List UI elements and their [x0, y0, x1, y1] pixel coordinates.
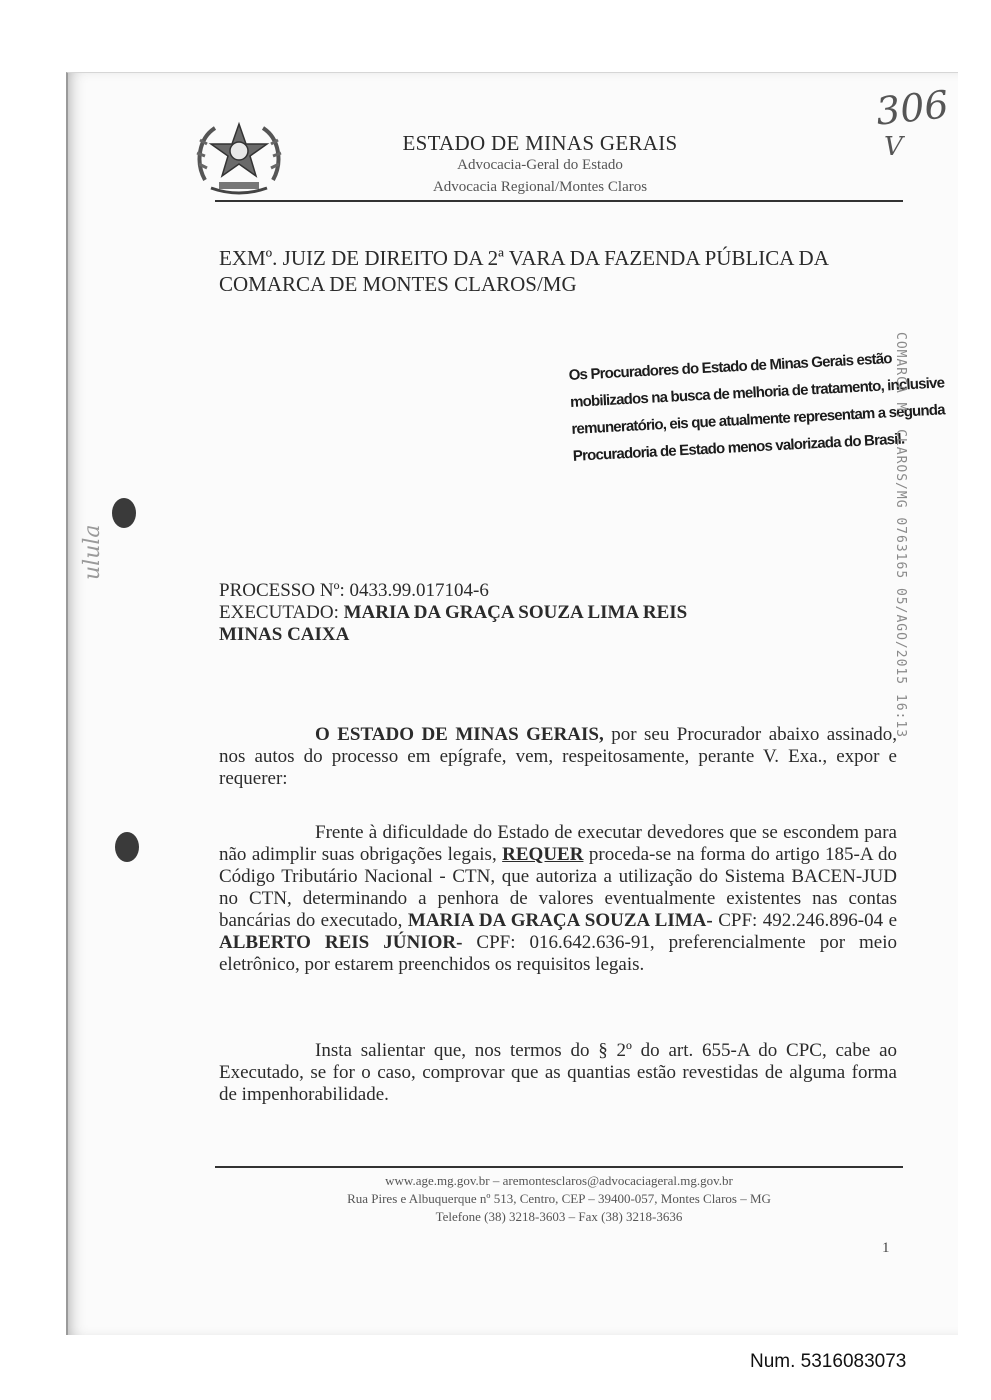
page-number: 1: [882, 1240, 890, 1256]
footer-address: Rua Pires e Albuquerque nº 513, Centro, CEP – 39400-057, Montes Claros – MG: [347, 1191, 771, 1206]
footer-phone: Telefone (38) 3218-3603 – Fax (38) 3218-3636: [435, 1209, 683, 1224]
document-number: Num. 5316083073: [750, 1351, 907, 1372]
procurators-stamp: [568, 345, 946, 470]
header-rule: [215, 200, 903, 202]
handwritten-side-initials: ulula: [80, 524, 105, 580]
process-number-row: [219, 580, 687, 602]
requer-keyword: REQUER: [502, 844, 584, 865]
paragraph-text: Frente à dificuldade do Estado de executar devedores que se escondem para não adimplir suas obrigações legais,: [219, 822, 897, 865]
protocol-stamp: COMARCA M. CLAROS/MG 0763165 05/AGO/2015 16:13: [893, 332, 908, 739]
punch-hole: [115, 832, 139, 862]
footer-web-email: www.age.mg.gov.br – aremontesclaros@advocaciageral.mg.gov.br: [385, 1173, 733, 1188]
paragraph-text: CPF: 016.642.636-91, preferencialmente por meio eletrônico, por estarem preenchidos os requisitos legais.: [219, 932, 898, 975]
stamp-line: Procuradoria de Estado menos valorizada do Brasil.: [572, 430, 905, 465]
footer-rule: [215, 1166, 903, 1168]
handwritten-mark: V: [884, 132, 903, 162]
debtor-name-2: ALBERTO REIS JÚNIOR-: [219, 932, 463, 953]
handwritten-page-number: 306: [873, 82, 951, 134]
paragraph-text: CPF: 492.246.896-04 e: [712, 910, 897, 931]
executed-row: [219, 602, 687, 624]
executed-name: MARIA DA GRAÇA SOUZA LIMA REIS: [343, 602, 688, 623]
process-block: [219, 580, 687, 646]
paragraph-text: por seu Procurador abaixo assinado, nos autos do processo em epígrafe, vem, respeitosamente, perante V. Exa., expor e requerer:: [219, 724, 897, 789]
paragraph-intro: [219, 724, 897, 790]
paragraph-text: Insta salientar que, nos termos do § 2º do art. 655-A do CPC, cabe ao Executado, se for o caso, comprovar que as quantias estão revestidas de alguma forma de impenhorabilidade.: [219, 1040, 897, 1105]
stamp-line: mobilizados na busca de melhoria de tratamento, inclusive: [569, 374, 945, 411]
header-subtitle-agency: Advocacia-Geral do Estado: [457, 157, 623, 173]
paragraph-text: proceda-se na forma do artigo 185-A do Código Tributário Nacional - CTN, que autoriza a utilização do Sistema BACEN-JUD no CTN, determinando a penhora de valores eventualmente existentes nas contas bancárias do executado,: [219, 844, 897, 931]
process-number-label: PROCESSO Nº:: [219, 580, 345, 601]
paragraph-impenhorabilidade: [219, 1040, 897, 1106]
header-subtitle-regional: Advocacia Regional/Montes Claros: [432, 179, 648, 195]
executed-label: EXECUTADO:: [219, 602, 339, 623]
state-name: O ESTADO DE MINAS GERAIS,: [315, 724, 604, 745]
addressee: EXMº. JUIZ DE DIREITO DA 2ª VARA DA FAZENDA PÚBLICA DA COMARCA DE MONTES CLAROS/MG: [219, 246, 828, 296]
minas-gerais-coat-of-arms-icon: [193, 118, 285, 198]
debtor-name-1: MARIA DA GRAÇA SOUZA LIMA-: [407, 910, 713, 931]
process-number: 0433.99.017104-6: [349, 580, 489, 601]
header-title: ESTADO DE MINAS GERAIS: [402, 131, 678, 155]
second-party: MINAS CAIXA: [219, 624, 350, 645]
paragraph-request: [219, 822, 897, 976]
stamp-line: Os Procuradores do Estado de Minas Gerais estão: [568, 350, 893, 384]
punch-hole: [112, 498, 136, 528]
second-party-row: [219, 624, 687, 646]
stamp-line: remuneratório, eis que atualmente representam a segunda: [571, 401, 946, 438]
